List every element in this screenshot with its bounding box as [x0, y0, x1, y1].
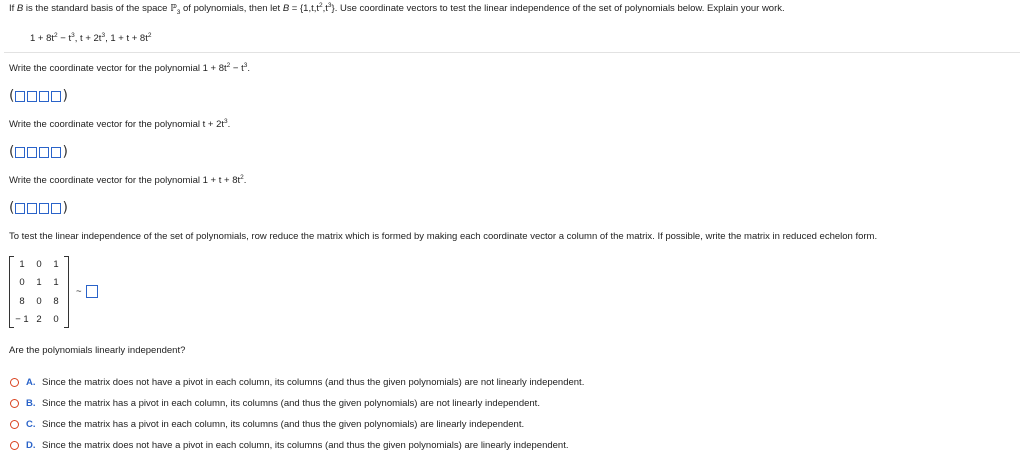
matrix-cell: 1: [36, 277, 42, 288]
matrix-cell: 0: [36, 296, 42, 307]
matrix-cell: 0: [19, 277, 25, 288]
coord-1-entry-2[interactable]: [27, 91, 37, 102]
paren-open: (: [9, 144, 15, 160]
matrix-bracket-right: [64, 256, 69, 328]
matrix-bracket-left: [9, 256, 14, 328]
matrix-cell: 1: [53, 259, 59, 270]
matrix-row: [15, 259, 63, 270]
option-letter: C.: [26, 418, 36, 430]
coordinate-vector-3: [9, 201, 68, 215]
option-letter: D.: [26, 439, 36, 451]
coord-3-entry-2[interactable]: [27, 203, 37, 214]
coordinate-vector-2: [9, 145, 68, 159]
coefficient-matrix: [9, 256, 69, 328]
matrix-cell: 0: [53, 314, 59, 325]
coord-2-entry-3[interactable]: [39, 147, 49, 158]
row-reduce-instruction: To test the linear independence of the set of polynomials, row reduce the matrix which is formed by making each coordinate vector a column of the matrix. If possible, write the matrix in reduced echelon form.: [9, 231, 878, 242]
coord-2-entry-2[interactable]: [27, 147, 37, 158]
coordinate-vector-1: [9, 89, 68, 103]
matrix-row: [15, 296, 63, 307]
option-text: Since the matrix has a pivot in each column, its columns (and thus the given polynomials) are linearly independent.: [42, 418, 525, 430]
paren-close: ): [62, 88, 68, 104]
matrix-cell: 2: [36, 314, 42, 325]
divider: [4, 52, 1020, 53]
row-equivalent-tilde: ~: [76, 286, 82, 297]
option-d[interactable]: [10, 438, 569, 452]
radio-icon[interactable]: [10, 441, 19, 450]
coord-3-entry-4[interactable]: [51, 203, 61, 214]
radio-icon[interactable]: [10, 420, 19, 429]
matrix-cell: − 1: [15, 314, 29, 325]
reduced-matrix-input[interactable]: [86, 285, 98, 298]
matrix-cell: 1: [19, 259, 25, 270]
coord-2-entry-1[interactable]: [15, 147, 25, 158]
polynomial-set: $1 + 8t^2 - t^3$, $t + 2t^3$, $1 + t + 8t^2$: [30, 31, 152, 44]
coord-1-entry-4[interactable]: [51, 91, 61, 102]
coord-1-entry-3[interactable]: [39, 91, 49, 102]
paren-open: (: [9, 88, 15, 104]
matrix-cell: 8: [53, 296, 59, 307]
matrix-cell: 1: [53, 277, 59, 288]
matrix-cell: 0: [36, 259, 42, 270]
coord-3-entry-1[interactable]: [15, 203, 25, 214]
radio-icon[interactable]: [10, 378, 19, 387]
coord-2-entry-4[interactable]: [51, 147, 61, 158]
option-a[interactable]: [10, 375, 584, 389]
matrix-cell: 8: [19, 296, 25, 307]
radio-icon[interactable]: [10, 399, 19, 408]
independence-question: Are the polynomials linearly independent?: [9, 345, 186, 356]
question-2-label: Write the coordinate vector for the polynomial $t + 2t^3$.: [9, 117, 231, 130]
option-letter: A.: [26, 376, 36, 388]
option-b[interactable]: [10, 396, 540, 410]
option-text: Since the matrix has a pivot in each column, its columns (and thus the given polynomials) are not linearly independent.: [42, 397, 540, 409]
option-text: Since the matrix does not have a pivot in each column, its columns (and thus the given polynomials) are linearly independent.: [42, 439, 569, 451]
paren-close: ): [62, 200, 68, 216]
option-c[interactable]: [10, 417, 524, 431]
coord-1-entry-1[interactable]: [15, 91, 25, 102]
problem-statement: If B is the standard basis of the space ℙ$_3$ of polynomials, then let $B = \{1,t,t^2,t^3\}$. Use coordinate vectors to test the linear independence of the set of polynomials below. Explain your work.: [9, 1, 785, 16]
paren-open: (: [9, 200, 15, 216]
option-letter: B.: [26, 397, 36, 409]
option-text: Since the matrix does not have a pivot in each column, its columns (and thus the given polynomials) are not linearly independent.: [42, 376, 585, 388]
question-3-label: Write the coordinate vector for the polynomial $1 + t + 8t^2$.: [9, 173, 247, 186]
matrix-row: [15, 314, 63, 325]
coord-3-entry-3[interactable]: [39, 203, 49, 214]
paren-close: ): [62, 144, 68, 160]
question-1-label: Write the coordinate vector for the polynomial $1 + 8t^2 - t^3$.: [9, 61, 251, 74]
matrix-row: [15, 277, 63, 288]
